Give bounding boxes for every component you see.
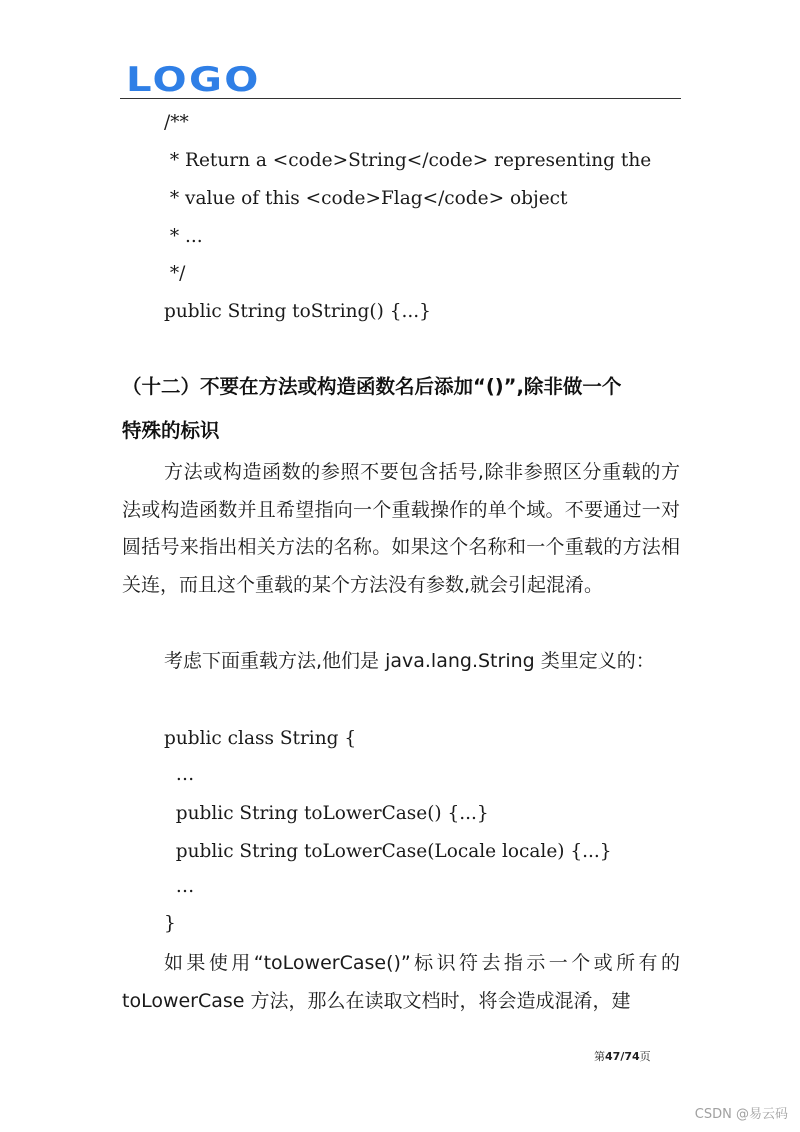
code-line: public String toString() {...} [164, 301, 431, 322]
code-line: public String toLowerCase(Locale locale) {...} [164, 841, 612, 862]
page-number [594, 1048, 651, 1064]
page-number-current: 47 [605, 1050, 621, 1063]
page-number-prefix: 第 [594, 1050, 605, 1063]
watermark: CSDN @易云码 [694, 1107, 788, 1122]
code-line: /** [164, 112, 189, 133]
code-line: * ... [164, 226, 203, 247]
code-line: … [164, 876, 195, 897]
code-line: */ [164, 263, 186, 284]
code-line: public class String { [164, 728, 357, 749]
paragraph: 考虑下面重载方法,他们是 java.lang.String 类里定义的： [164, 650, 655, 672]
code-line: public String toLowerCase() {...} [164, 803, 489, 824]
header-divider [120, 98, 681, 99]
page-number-separator: / [620, 1050, 625, 1063]
section-heading-line-2: 特殊的标识 [122, 419, 220, 442]
code-line: * value of this <code>Flag</code> object [164, 188, 568, 209]
logo: LOGO [126, 60, 261, 100]
code-line: * Return a <code>String</code> representing the [164, 150, 652, 171]
paragraph: 方法或构造函数的参照不要包含括号,除非参照区分重载的方法或构造函数并且希望指向一个重载操作的单个域。不要通过一对圆括号来指出相关方法的名称。如果这个名称和一个重载的方法相关连，而且这个重载的某个方法没有参数,就会引起混淆。 [122, 461, 680, 596]
page-number-total: 74 [624, 1050, 640, 1063]
paragraph: 如果使用“toLowerCase()”标识符去指示一个或所有的 toLowerCase 方法，那么在读取文档时，将会造成混淆，建 [122, 952, 680, 1012]
page-number-suffix: 页 [639, 1050, 651, 1063]
section-heading-line-1: （十二）不要在方法或构造函数名后添加“()”,除非做一个 [122, 375, 622, 398]
code-line: … [164, 764, 195, 785]
code-line: } [164, 913, 176, 934]
